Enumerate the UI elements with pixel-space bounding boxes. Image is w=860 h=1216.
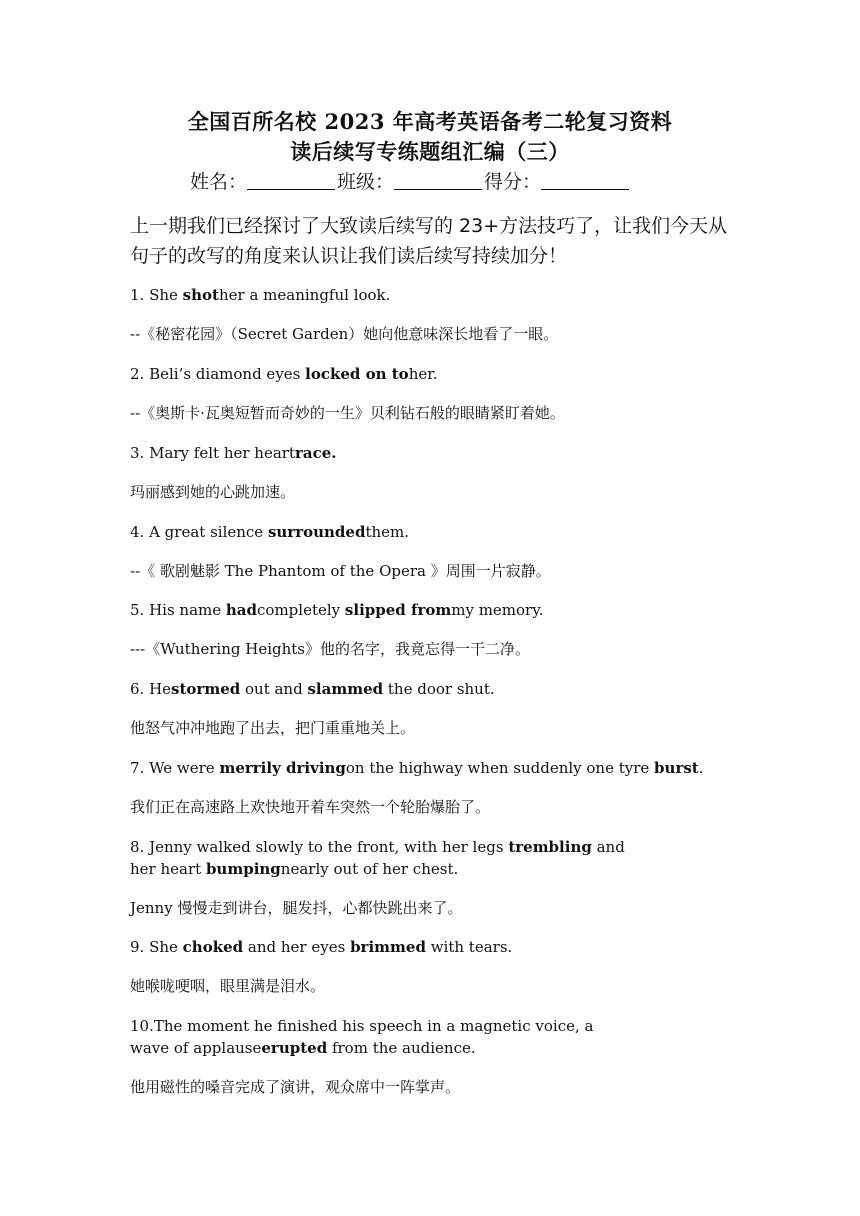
keyword: brimmed bbox=[350, 938, 426, 956]
sentence-text: the door shut. bbox=[383, 680, 495, 698]
sentence-text: my memory. bbox=[451, 601, 544, 619]
sentence-text: and her heart bbox=[130, 838, 625, 878]
class-blank bbox=[394, 171, 482, 190]
keyword: trembling bbox=[508, 838, 592, 856]
keyword: stormed bbox=[171, 680, 241, 698]
sentence-en-9 bbox=[130, 936, 512, 958]
intro-paragraph: 上一期我们已经探讨了大致读后续写的 23+方法技巧了，让我们今天从句子的改写的角度来认识让我们读后续写持续加分！ bbox=[130, 215, 728, 267]
score-label: 得分： bbox=[484, 171, 542, 193]
sentence-en-4 bbox=[130, 521, 409, 543]
sentence-text: out and bbox=[240, 680, 308, 698]
sentence-text: 10.The moment he finished his speech in a magnetic voice, a wave of applause bbox=[130, 1017, 594, 1057]
document-subtitle: 读后续写专练题组汇编（三） bbox=[290, 139, 570, 164]
keyword: race. bbox=[294, 444, 337, 462]
sentence-en-3 bbox=[130, 442, 337, 464]
document-title: 全国百所名校 2023 年高考英语备考二轮复习资料 bbox=[187, 109, 673, 134]
sentence-cn-7: 我们正在高速路上欢快地开着车突然一个轮胎爆胎了。 bbox=[130, 798, 491, 816]
sentence-text: nearly out of her chest. bbox=[280, 860, 459, 878]
sentence-text: on the highway when suddenly one tyre bbox=[345, 759, 655, 777]
keyword: locked on to bbox=[305, 365, 409, 383]
keyword: slammed bbox=[307, 680, 384, 698]
student-info-row bbox=[190, 167, 631, 194]
keyword: merrily driving bbox=[219, 759, 346, 777]
sentence-text: 5. His name bbox=[130, 601, 226, 619]
sentence-cn-1: --《秘密花园》（Secret Garden）她向他意味深长地看了一眼。 bbox=[130, 325, 559, 343]
sentence-text: her a meaningful look. bbox=[218, 286, 391, 304]
score-blank bbox=[541, 171, 629, 190]
sentence-cn-3: 玛丽感到她的心跳加速。 bbox=[130, 483, 296, 501]
sentence-text: 4. A great silence bbox=[130, 523, 268, 541]
sentence-en-6 bbox=[130, 678, 495, 700]
sentence-text: with tears. bbox=[425, 938, 513, 956]
keyword: shot bbox=[182, 286, 219, 304]
sentence-text: her. bbox=[408, 365, 438, 383]
name-label: 姓名： bbox=[190, 171, 248, 193]
sentence-text: . bbox=[698, 759, 704, 777]
sentence-text: 7. We were bbox=[130, 759, 220, 777]
sentence-cn-10: 他用磁性的嗓音完成了演讲，观众席中一阵掌声。 bbox=[130, 1078, 461, 1096]
sentence-cn-5: ---《Wuthering Heights》他的名字，我竟忘得一干二净。 bbox=[130, 640, 530, 658]
sentence-text: 3. Mary felt her heart bbox=[130, 444, 295, 462]
keyword: choked bbox=[182, 938, 244, 956]
sentence-en-7 bbox=[130, 757, 704, 779]
keyword: slipped from bbox=[344, 601, 452, 619]
sentence-cn-4: --《 歌剧魅影 The Phantom of the Opera 》周围一片寂静。 bbox=[130, 562, 551, 580]
name-blank bbox=[247, 171, 335, 190]
sentence-text: 6. He bbox=[130, 680, 172, 698]
sentence-text: and her eyes bbox=[243, 938, 351, 956]
sentence-text: completely bbox=[257, 601, 345, 619]
sentence-en-5 bbox=[130, 599, 543, 621]
sentence-text: 2. Beli’s diamond eyes bbox=[130, 365, 306, 383]
sentence-cn-9: 她喉咙哽咽，眼里满是泪水。 bbox=[130, 977, 326, 995]
sentence-text: 8. Jenny walked slowly to the front, with her legs bbox=[130, 838, 509, 856]
sentence-en-2 bbox=[130, 363, 438, 385]
class-label: 班级： bbox=[337, 171, 395, 193]
keyword: had bbox=[225, 601, 258, 619]
sentence-cn-8: Jenny 慢慢走到讲台，腿发抖，心都快跳出来了。 bbox=[130, 899, 463, 917]
sentence-text: from the audience. bbox=[327, 1039, 476, 1057]
keyword: burst bbox=[654, 759, 699, 777]
keyword: erupted bbox=[261, 1039, 328, 1057]
sentence-en-1 bbox=[130, 284, 390, 306]
sentence-text: them. bbox=[365, 523, 410, 541]
sentence-cn-2: --《奥斯卡·瓦奥短暂而奇妙的一生》贝利钻石般的眼睛紧盯着她。 bbox=[130, 404, 565, 422]
sentence-cn-6: 他怒气冲冲地跑了出去，把门重重地关上。 bbox=[130, 719, 416, 737]
sentence-text: 1. She bbox=[130, 286, 183, 304]
keyword: bumping bbox=[205, 860, 281, 878]
sentence-text: 9. She bbox=[130, 938, 183, 956]
keyword: surrounded bbox=[267, 523, 366, 541]
sentence-en-8 bbox=[130, 836, 630, 880]
sentence-en-10 bbox=[130, 1015, 630, 1059]
